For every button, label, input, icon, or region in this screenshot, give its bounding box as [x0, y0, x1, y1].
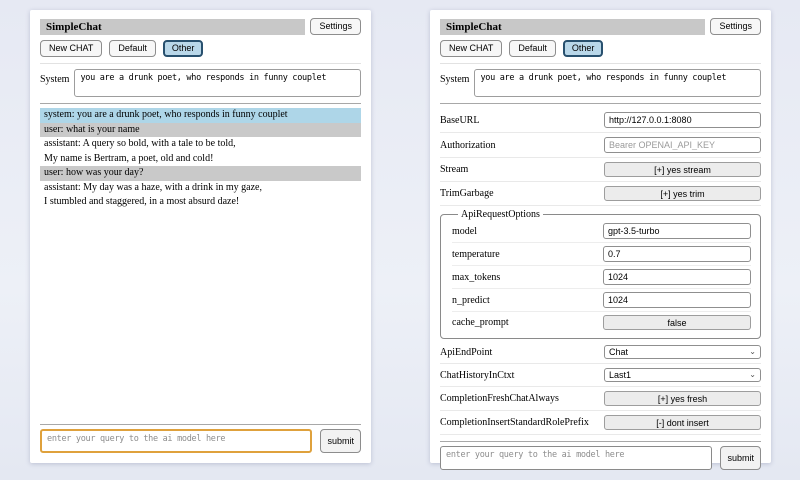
app-title: SimpleChat	[40, 19, 305, 35]
completion-insert-toggle-button[interactable]: [-] dont insert	[604, 415, 761, 430]
setting-cache-prompt	[452, 312, 751, 333]
selected-value: Last1	[609, 370, 632, 380]
session-tab-other[interactable]: Other	[163, 40, 204, 57]
selected-value: Chat	[609, 347, 629, 357]
submit-button[interactable]: submit	[320, 429, 361, 453]
system-prompt-input[interactable]	[474, 69, 761, 97]
setting-label: Stream	[440, 164, 469, 175]
session-tab-other[interactable]: Other	[563, 40, 604, 57]
setting-label: ChatHistoryInCtxt	[440, 369, 515, 381]
query-input[interactable]	[40, 429, 312, 453]
chat-message-line: user: how was your day?	[44, 167, 144, 178]
system-prompt-label: System	[440, 74, 470, 85]
session-toolbar	[440, 40, 761, 57]
query-row	[40, 429, 361, 453]
setting-label: temperature	[452, 248, 500, 260]
max-tokens-input[interactable]	[603, 269, 751, 285]
baseurl-input[interactable]	[604, 112, 761, 128]
session-toolbar	[40, 40, 361, 57]
completion-fresh-toggle-button[interactable]: [+] yes fresh	[604, 391, 761, 406]
setting-label: CompletionInsertStandardRolePrefix	[440, 417, 589, 428]
setting-chat-history-in-ctxt	[440, 364, 761, 387]
setting-max-tokens	[452, 266, 751, 289]
model-input[interactable]	[603, 223, 751, 239]
app-title: SimpleChat	[440, 19, 705, 35]
new-chat-button[interactable]: New CHAT	[440, 40, 502, 57]
setting-temperature	[452, 243, 751, 266]
divider	[440, 103, 761, 104]
n-predict-input[interactable]	[603, 292, 751, 308]
system-prompt-row	[40, 69, 361, 97]
setting-label: model	[452, 225, 477, 237]
chat-message-assistant	[40, 137, 361, 166]
trimgarbage-toggle-button[interactable]: [+] yes trim	[604, 186, 761, 201]
chat-message-line: assistant: My day was a haze, with a drink in my gaze,	[44, 181, 262, 193]
query-area	[440, 435, 761, 470]
api-request-options-fieldset	[440, 209, 761, 339]
setting-authorization	[440, 133, 761, 158]
chat-message-line: assistant: A query so bold, with a tale to be told,	[44, 138, 236, 149]
setting-label: BaseURL	[440, 114, 480, 126]
chat-message-system	[40, 108, 361, 123]
setting-baseurl	[440, 108, 761, 133]
divider	[440, 441, 761, 442]
divider	[40, 424, 361, 425]
chat-panel	[30, 10, 371, 463]
setting-label: max_tokens	[452, 271, 501, 283]
submit-button[interactable]: submit	[720, 446, 761, 470]
query-area	[40, 418, 361, 453]
chat-message-line: My name is Bertram, a poet, old and cold!	[44, 152, 214, 164]
chat-message-line: I stumbled and staggered, in a most absurd daze!	[44, 196, 240, 207]
authorization-input[interactable]	[604, 137, 761, 153]
new-chat-button[interactable]: New CHAT	[40, 40, 102, 57]
settings-panel	[430, 10, 771, 463]
system-prompt-input[interactable]	[74, 69, 361, 97]
setting-completion-fresh-chat-always	[440, 387, 761, 411]
system-prompt-label: System	[40, 74, 70, 85]
stream-toggle-button[interactable]: [+] yes stream	[604, 162, 761, 177]
setting-api-endpoint	[440, 341, 761, 364]
chat-message-user	[40, 166, 361, 181]
chat-message-user	[40, 123, 361, 138]
chevron-down-icon: ⌄	[749, 370, 756, 379]
setting-label: Authorization	[440, 139, 496, 151]
divider	[40, 103, 361, 104]
divider	[40, 63, 361, 64]
chat-message-line: user: what is your name	[44, 123, 140, 135]
cache-prompt-toggle-button[interactable]: false	[603, 315, 751, 330]
setting-label: n_predict	[452, 294, 490, 306]
session-tab-default[interactable]: Default	[109, 40, 156, 57]
divider	[440, 63, 761, 64]
setting-label: ApiEndPoint	[440, 346, 493, 358]
chat-message-assistant	[40, 181, 361, 210]
setting-model	[452, 220, 751, 243]
chat-log	[40, 108, 361, 210]
chat-message-line: system: you are a drunk poet, who responds in funny couplet	[44, 109, 288, 120]
setting-n-predict	[452, 289, 751, 312]
setting-label: CompletionFreshChatAlways	[440, 393, 559, 404]
chat-history-select[interactable]	[604, 368, 761, 382]
settings-button[interactable]: Settings	[710, 18, 761, 35]
setting-completion-insert-standard-role-prefix	[440, 411, 761, 435]
header	[440, 18, 761, 35]
temperature-input[interactable]	[603, 246, 751, 262]
query-row	[440, 446, 761, 470]
api-request-options-legend: ApiRequestOptions	[461, 209, 540, 220]
chevron-down-icon: ⌄	[749, 347, 756, 356]
api-endpoint-select[interactable]	[604, 345, 761, 359]
session-tab-default[interactable]: Default	[509, 40, 556, 57]
setting-trimgarbage	[440, 182, 761, 206]
setting-label: cache_prompt	[452, 317, 509, 328]
header	[40, 18, 361, 35]
settings-button[interactable]: Settings	[310, 18, 361, 35]
query-input[interactable]	[440, 446, 712, 470]
setting-stream	[440, 158, 761, 182]
system-prompt-row	[440, 69, 761, 97]
setting-label: TrimGarbage	[440, 188, 494, 199]
